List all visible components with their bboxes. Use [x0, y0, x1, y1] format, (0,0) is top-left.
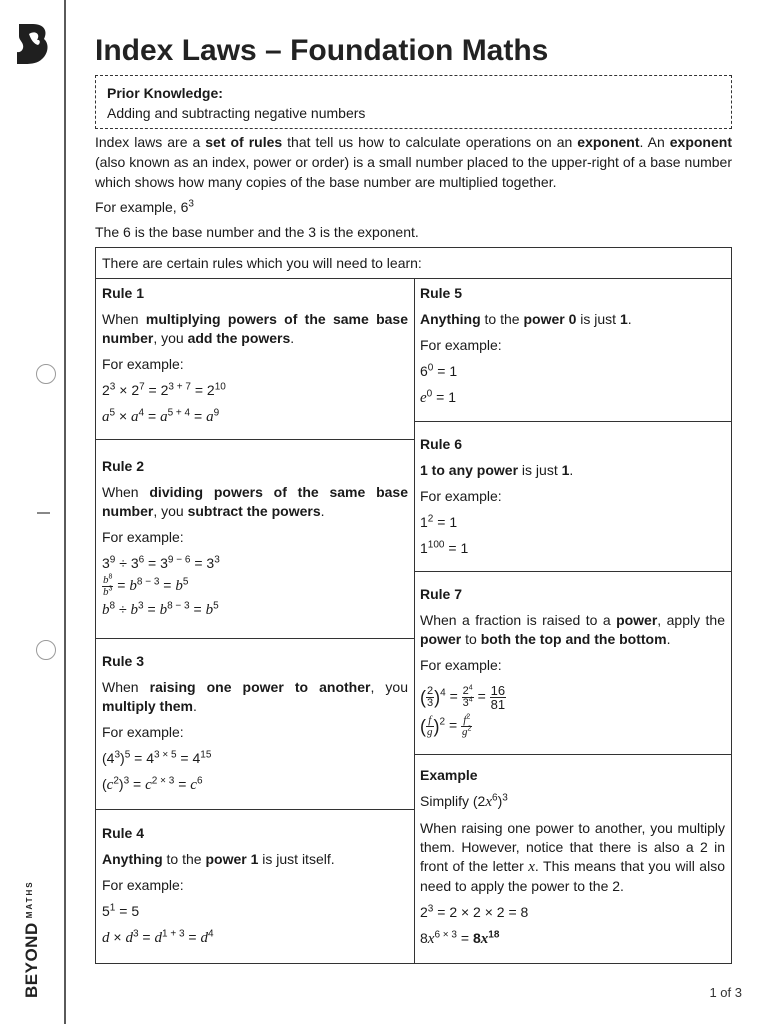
rule-description: When a fraction is raised to a power, apply the power to both the top and the bottom.: [420, 612, 725, 647]
rule-description: When multiplying powers of the same base number, you add the powers.: [102, 311, 408, 346]
for-example-label: For example:: [102, 724, 184, 740]
example-answer: $8x^{6 \times 3} = 8x^{18}$: [420, 929, 500, 947]
math-example: ( $\frac{2}{3}$ )$^4$ = $\frac{2^4}{3^4}$ = $\frac{16}{81}$: [420, 682, 506, 712]
prior-knowledge-box: [95, 75, 732, 129]
punch-hole: [36, 364, 56, 384]
math-example: $(c^2)^3 = c^{2 \times 3} = c^6$: [102, 775, 203, 793]
rule-title: Rule 7: [420, 586, 463, 602]
math-example: $5^1 = 5$: [102, 902, 140, 919]
math-example: $3^9 \div 3^6 = 3^{9 - 6} = 3^3$: [102, 554, 220, 571]
rules-left-column: [96, 279, 415, 964]
for-example-label: For example:: [420, 657, 502, 673]
math-example: $2^3 \times 2^7 = 2^{3 + 7} = 2^{10}$: [102, 381, 226, 398]
example-explanation: When raising one power to another, you multiply them. However, notice that there is also a 2 in front of the letter x. This means that you will also need to apply the power to the 2.: [420, 820, 725, 894]
example-title: Example: [420, 767, 478, 783]
example-problem: Simplify $(2x^6)^3$: [420, 792, 508, 810]
rules-right-column: [414, 279, 731, 964]
page-number: 1 of 3: [709, 985, 742, 1000]
math-example: $1^2 = 1$: [420, 513, 458, 530]
margin-line: [64, 0, 66, 1024]
rule-6-cell: [414, 422, 731, 572]
math-example: $6^0 = 1$: [420, 362, 458, 379]
rule-4-cell: [96, 810, 414, 964]
rule-title: Rule 5: [420, 285, 463, 301]
rule-3-cell: [96, 639, 414, 810]
rule-title: Rule 1: [102, 285, 145, 301]
math-example: $e^0 = 1$: [420, 388, 456, 406]
rule-title: Rule 3: [102, 653, 145, 669]
for-example-label: For example:: [102, 529, 184, 545]
page-title: Index Laws – Foundation Maths: [95, 34, 549, 67]
example-calculation: $2^3 = 2 \times 2 \times 2 = 8$: [420, 903, 529, 920]
brand-wordmark: $BEYOND^{MATHS}$: [22, 880, 41, 998]
for-example-label: For example:: [420, 488, 502, 504]
rule-description: Anything to the power 0 is just 1.: [420, 311, 632, 327]
math-example: $(4^3)^5 = 4^{3 \times 5} = 4^{15}$: [102, 749, 212, 766]
for-example-label: For example:: [102, 877, 184, 893]
prior-knowledge-title: Prior Knowledge:: [107, 85, 223, 101]
rule-description: When dividing powers of the same base number, you subtract the powers.: [102, 484, 408, 519]
for-example-label: For example:: [420, 337, 502, 353]
rule-title: Rule 6: [420, 436, 463, 452]
intro-example: For example, $6^3$: [95, 198, 194, 215]
rule-2-cell: [96, 440, 414, 639]
rule-title: Rule 2: [102, 458, 145, 474]
math-example: $a^5 \times a^4 = a^{5 + 4} = a^9$: [102, 407, 220, 425]
rule-description: When raising one power to another, you multiply them.: [102, 679, 408, 714]
punch-hole: [36, 640, 56, 660]
rules-table-header: There are certain rules which you will need to learn:: [96, 248, 731, 279]
intro-text: [95, 132, 732, 242]
math-example: $b^8 \div b^3 = b^{8 - 3} = b^5$: [102, 600, 219, 618]
fold-mark: [37, 512, 50, 514]
rule-title: Rule 4: [102, 825, 145, 841]
rule-5-cell: [414, 279, 731, 422]
rule-1-cell: [96, 279, 414, 440]
rules-table: [95, 247, 732, 964]
math-example: ( $\frac{f}{g}$ )$^2$ = $\frac{f^2}{g^2}$: [420, 713, 472, 739]
math-example: $\frac{b^8}{b^3}$ = $b^{8 - 3} = b^5$: [103, 573, 189, 598]
intro-explanation: The 6 is the base number and the 3 is the exponent.: [95, 224, 419, 240]
rule-description: 1 to any power is just 1.: [420, 462, 574, 478]
rule-7-cell: [414, 572, 731, 755]
beyond-logo-icon: [15, 22, 51, 66]
intro-paragraph: Index laws are a set of rules that tell us how to calculate operations on an exponent. An exponent (also known as an index, power or order) is a small number placed to the upper-right of a base number which shows how many copies of the base number are multiplied together.: [95, 134, 732, 190]
example-cell: [414, 755, 731, 964]
math-example: $1^{100} = 1$: [420, 539, 469, 556]
prior-knowledge-text: Adding and subtracting negative numbers: [107, 105, 366, 121]
math-example: $d \times d^3 = d^{1 + 3} = d^4$: [102, 928, 214, 946]
for-example-label: For example:: [102, 356, 184, 372]
rule-description: Anything to the power 1 is just itself.: [102, 851, 335, 867]
